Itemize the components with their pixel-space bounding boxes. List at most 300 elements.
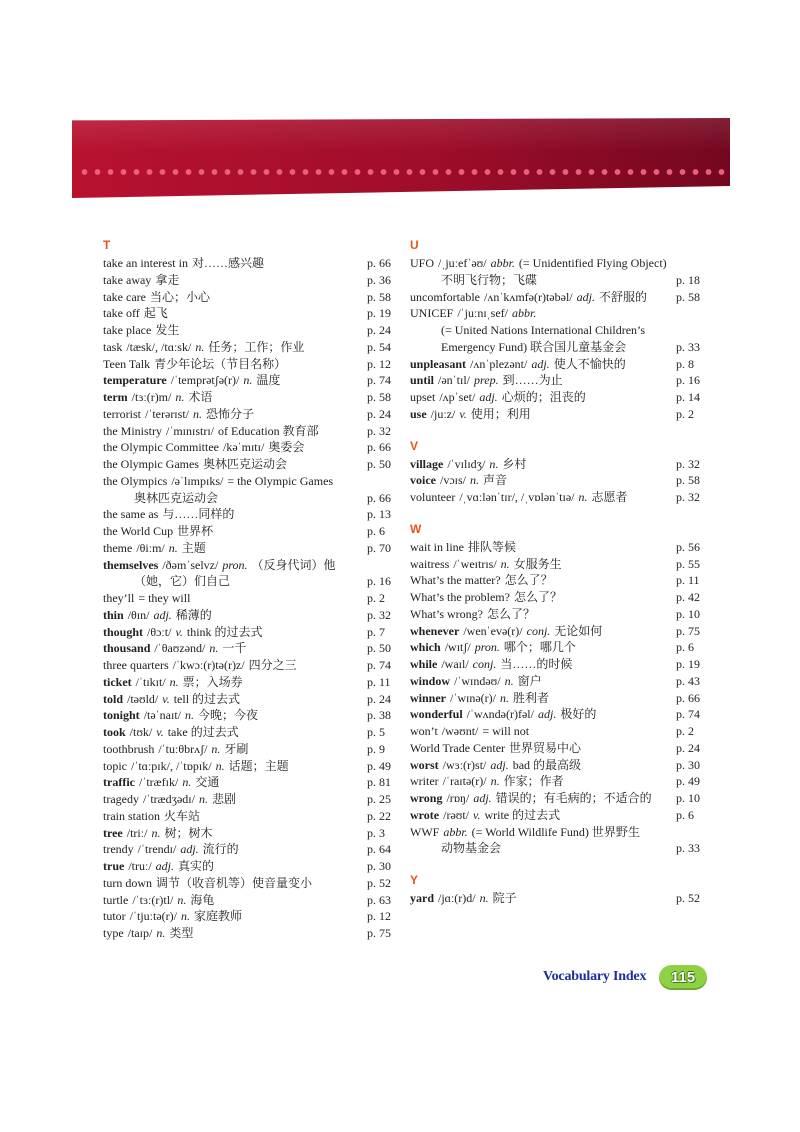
page-reference: p. 33 bbox=[676, 339, 700, 354]
headword: uncomfortable bbox=[410, 289, 480, 304]
phonetic: /ʌnˈkʌmfə(r)təbəl/ bbox=[483, 289, 573, 304]
index-entry bbox=[103, 925, 395, 942]
headword: took bbox=[103, 725, 126, 739]
headword: ticket bbox=[103, 674, 132, 689]
phonetic: /ˈwʌndə(r)fəl/ bbox=[466, 707, 534, 722]
entry-line bbox=[410, 757, 706, 774]
headword: won’t bbox=[410, 724, 438, 738]
index-entry bbox=[103, 624, 395, 641]
entry-line bbox=[103, 322, 395, 339]
page-reference: p. 66 bbox=[367, 440, 391, 455]
entry-line bbox=[103, 523, 395, 540]
part-of-speech: adj. bbox=[490, 757, 509, 772]
phonetic: /ʌnˈplezənt/ bbox=[470, 356, 528, 371]
index-entry bbox=[410, 623, 706, 640]
part-of-speech: n. bbox=[185, 708, 195, 723]
page-reference: p. 14 bbox=[676, 390, 700, 404]
page-reference: p. 24 bbox=[367, 323, 391, 337]
phonetic: /waɪl/ bbox=[441, 657, 469, 671]
definition: 主题 bbox=[181, 540, 206, 555]
index-entry bbox=[103, 557, 395, 591]
definition: 志愿者 bbox=[591, 490, 628, 504]
part-of-speech: v. bbox=[175, 624, 183, 639]
part-of-speech: n. bbox=[479, 891, 489, 905]
left-column bbox=[103, 235, 395, 942]
entry-line bbox=[410, 372, 706, 389]
headword: upset bbox=[410, 390, 436, 404]
definition: 奥林匹克运动会 bbox=[202, 457, 287, 471]
page-reference: p. 58 bbox=[676, 289, 700, 304]
entry-line bbox=[103, 473, 395, 490]
section-letter: W bbox=[410, 521, 422, 536]
phonetic: /θɪn/ bbox=[127, 607, 150, 622]
phonetic: /ˈtræfɪk/ bbox=[138, 775, 179, 790]
headword: true bbox=[103, 859, 125, 873]
headword: term bbox=[103, 390, 128, 404]
entry-line bbox=[410, 389, 706, 406]
index-entry bbox=[410, 740, 706, 757]
headword: the Olympic Games bbox=[103, 457, 199, 471]
page-reference: p. 12 bbox=[367, 356, 391, 371]
index-entry bbox=[410, 456, 706, 473]
index-entry bbox=[410, 824, 706, 858]
phonetic: /vɔɪs/ bbox=[440, 473, 466, 488]
part-of-speech: conj. bbox=[526, 623, 551, 638]
phonetic: /ˈweɪtrɪs/ bbox=[453, 556, 497, 571]
entry-line bbox=[103, 305, 395, 322]
definition: 怎么了？ bbox=[486, 606, 535, 621]
phonetic: /ðəmˈselvz/ bbox=[162, 557, 219, 572]
headword: thought bbox=[103, 624, 144, 639]
index-section-v bbox=[410, 436, 706, 506]
headword: tree bbox=[103, 825, 123, 840]
entry-line bbox=[410, 790, 706, 807]
entry-line bbox=[103, 674, 395, 691]
definition: 胜利者 bbox=[512, 690, 549, 705]
index-entry bbox=[103, 858, 395, 875]
headword: told bbox=[103, 691, 124, 706]
definition-continued: 奥林匹克运动会 bbox=[134, 490, 219, 505]
index-entry bbox=[103, 456, 395, 473]
index-entry bbox=[103, 791, 395, 808]
phonetic: /triː/ bbox=[126, 825, 148, 840]
entry-line bbox=[410, 740, 706, 757]
entry-line bbox=[410, 606, 706, 623]
page-reference: p. 64 bbox=[367, 842, 391, 857]
page-reference: p. 43 bbox=[676, 673, 700, 688]
section-letter: V bbox=[410, 438, 419, 453]
index-entry bbox=[410, 472, 706, 489]
phonetic: /ˈtemprətʃə(r)/ bbox=[170, 373, 240, 388]
phonetic: /ˈtrædʒədɪ/ bbox=[142, 792, 195, 806]
page-reference: p. 13 bbox=[367, 507, 391, 522]
headword: terrorist bbox=[103, 406, 141, 421]
phonetic: /ˈjuːnɪˌsef/ bbox=[457, 306, 508, 321]
headword: What’s wrong? bbox=[410, 606, 483, 621]
definition: 一千 bbox=[222, 641, 247, 656]
entry-line bbox=[410, 639, 706, 656]
banner-dot-row bbox=[78, 168, 726, 176]
definition-continued: 动物基金会 bbox=[441, 841, 502, 856]
index-entry bbox=[410, 757, 706, 774]
page-reference: p. 66 bbox=[367, 256, 391, 270]
index-entry bbox=[103, 506, 395, 523]
entry-line bbox=[410, 406, 706, 423]
headword: trendy bbox=[103, 842, 134, 857]
part-of-speech: v. bbox=[459, 406, 467, 421]
headword: while bbox=[410, 657, 438, 671]
page-reference: p. 74 bbox=[676, 707, 700, 722]
definition: (= World Wildlife Fund) 世界野生 bbox=[471, 824, 640, 839]
part-of-speech: adj. bbox=[155, 859, 175, 873]
part-of-speech: n. bbox=[215, 758, 225, 773]
index-entry bbox=[410, 673, 706, 690]
index-entry bbox=[410, 639, 706, 656]
headword: What’s the matter? bbox=[410, 573, 501, 588]
part-of-speech: n. bbox=[168, 540, 178, 555]
index-entry bbox=[410, 890, 706, 907]
part-of-speech: v. bbox=[156, 725, 164, 739]
entry-line bbox=[103, 825, 395, 842]
headword: take away bbox=[103, 272, 152, 287]
entry-line bbox=[103, 741, 395, 758]
definition: 使人不愉快的 bbox=[553, 356, 626, 371]
headword: the Ministry bbox=[103, 423, 162, 438]
page-reference: p. 9 bbox=[367, 741, 385, 756]
page-reference: p. 24 bbox=[676, 740, 700, 755]
phonetic: /təʊld/ bbox=[127, 691, 159, 706]
part-of-speech: n. bbox=[500, 556, 510, 571]
headword: writer bbox=[410, 774, 439, 789]
page-reference: p. 3 bbox=[367, 825, 385, 840]
headword: thin bbox=[103, 607, 124, 622]
index-entry bbox=[103, 523, 395, 540]
definition-continued: 不明飞行物；飞碟 bbox=[441, 272, 538, 287]
page-reference: p. 50 bbox=[367, 641, 391, 656]
entry-line bbox=[103, 758, 395, 775]
index-entry bbox=[410, 706, 706, 723]
page-reference: p. 32 bbox=[676, 490, 700, 504]
page-reference: p. 10 bbox=[676, 606, 700, 621]
phonetic: /juːz/ bbox=[430, 406, 456, 421]
index-entry bbox=[410, 255, 706, 289]
index-entry bbox=[410, 790, 706, 807]
entry-line bbox=[103, 439, 395, 456]
entry-line bbox=[410, 356, 706, 373]
entry-line bbox=[103, 372, 395, 389]
index-entry bbox=[103, 841, 395, 858]
entry-line bbox=[410, 572, 706, 589]
page-reference: p. 33 bbox=[676, 841, 700, 856]
entry-line bbox=[103, 925, 395, 942]
phonetic: /kəˈmɪtɪ/ bbox=[222, 440, 265, 455]
part-of-speech: n. bbox=[578, 490, 588, 504]
definition: （反身代词）他 bbox=[251, 557, 336, 572]
entry-line bbox=[103, 339, 395, 356]
definition: 任务；工作；作业 bbox=[208, 339, 305, 354]
part-of-speech: n. bbox=[175, 390, 185, 404]
part-of-speech: n. bbox=[209, 641, 219, 656]
entry-line bbox=[103, 389, 395, 406]
entry-line bbox=[103, 640, 395, 657]
headword: they’ll bbox=[103, 591, 135, 605]
definition: 当心；小心 bbox=[149, 289, 210, 304]
headword: the Olympic Committee bbox=[103, 440, 219, 455]
page-reference: p. 74 bbox=[367, 658, 391, 672]
entry-line bbox=[410, 773, 706, 790]
phonetic: /əˈlɪmpɪks/ bbox=[171, 473, 224, 488]
index-entry bbox=[410, 305, 706, 355]
page-reference: p. 19 bbox=[367, 306, 391, 321]
entry-line bbox=[103, 892, 395, 909]
definition: 稀薄的 bbox=[175, 607, 212, 622]
page-reference: p. 52 bbox=[367, 875, 391, 890]
phonetic: /ˈmɪnɪstrɪ/ bbox=[166, 423, 214, 438]
definition: 今晚；今夜 bbox=[198, 708, 259, 723]
headword: UNICEF bbox=[410, 306, 454, 321]
entry-line bbox=[103, 607, 395, 624]
definition: 窗户 bbox=[517, 673, 542, 688]
part-of-speech: adj. bbox=[537, 707, 557, 722]
entry-line bbox=[410, 723, 706, 740]
part-of-speech: adj. bbox=[531, 356, 550, 371]
entry-line bbox=[103, 908, 395, 925]
headword: type bbox=[103, 926, 124, 940]
phonetic: /tæsk/, /tɑːsk/ bbox=[126, 339, 192, 354]
phonetic: /taɪp/ bbox=[127, 926, 153, 940]
page-reference: p. 58 bbox=[367, 390, 391, 404]
section-letter: U bbox=[410, 238, 419, 252]
definition: 当……的时候 bbox=[500, 657, 573, 671]
headword: thousand bbox=[103, 641, 151, 656]
phonetic: /ˈwɪnə(r)/ bbox=[450, 690, 496, 705]
index-entry bbox=[103, 691, 395, 708]
page-reference: p. 54 bbox=[367, 339, 391, 354]
page-reference: p. 52 bbox=[676, 891, 700, 905]
entry-line bbox=[103, 841, 395, 858]
definition: 流行的 bbox=[202, 842, 239, 857]
index-entry bbox=[410, 589, 706, 606]
definition: 排队等候 bbox=[468, 539, 517, 554]
definition: 家庭教师 bbox=[194, 909, 243, 924]
definition: 无论如何 bbox=[554, 623, 603, 638]
index-entry bbox=[103, 540, 395, 557]
part-of-speech: abbr. bbox=[443, 824, 468, 839]
entry-line bbox=[103, 590, 395, 607]
page-reference: p. 58 bbox=[676, 473, 700, 488]
definition: 发生 bbox=[155, 323, 180, 337]
page-reference: p. 55 bbox=[676, 556, 700, 571]
page-number: 115 bbox=[670, 969, 696, 986]
entry-continuation-line bbox=[103, 573, 395, 590]
phonetic: /təˈnaɪt/ bbox=[143, 708, 182, 723]
headword: wonderful bbox=[410, 707, 463, 722]
index-entry bbox=[103, 272, 395, 289]
definition: 极好的 bbox=[560, 707, 597, 722]
page-reference: p. 19 bbox=[676, 657, 700, 671]
page-reference: p. 38 bbox=[367, 708, 391, 723]
phonetic: /wəʊnt/ bbox=[441, 724, 479, 738]
phonetic: /ənˈtɪl/ bbox=[438, 373, 471, 388]
phonetic: /ˈtɑːpɪk/, /ˈtɒpɪk/ bbox=[131, 758, 212, 773]
definition: tell 的过去式 bbox=[173, 691, 241, 706]
index-entry bbox=[410, 289, 706, 306]
entry-line bbox=[103, 707, 395, 724]
index-entry bbox=[103, 741, 395, 758]
headword: worst bbox=[410, 757, 439, 772]
phonetic: /ˈθaʊzənd/ bbox=[154, 641, 206, 656]
headword: use bbox=[410, 406, 427, 421]
headword: task bbox=[103, 339, 123, 354]
entry-continuation-line bbox=[410, 272, 706, 289]
index-entry bbox=[103, 908, 395, 925]
phonetic: /ˈterərɪst/ bbox=[145, 406, 189, 421]
definition: 哪个；哪几个 bbox=[503, 640, 576, 655]
banner-sheen bbox=[72, 118, 730, 152]
headword: whenever bbox=[410, 623, 460, 638]
definition: 奥委会 bbox=[268, 440, 305, 455]
page-reference: p. 6 bbox=[676, 640, 694, 655]
definition: 恐怖分子 bbox=[205, 406, 254, 421]
page-reference: p. 42 bbox=[676, 590, 700, 604]
headword: unpleasant bbox=[410, 356, 467, 371]
entry-line bbox=[410, 472, 706, 489]
headword: village bbox=[410, 456, 444, 471]
right-column bbox=[410, 235, 706, 907]
index-entry bbox=[410, 807, 706, 824]
index-entry bbox=[410, 556, 706, 573]
index-entry bbox=[103, 406, 395, 423]
index-entry bbox=[103, 825, 395, 842]
index-entry bbox=[103, 339, 395, 356]
page-reference: p. 66 bbox=[367, 490, 391, 505]
entry-line bbox=[410, 556, 706, 573]
phonetic: /ˈtrendɪ/ bbox=[137, 842, 177, 857]
definition-continued: Emergency Fund) 联合国儿童基金会 bbox=[441, 339, 627, 354]
entry-line bbox=[103, 289, 395, 306]
index-entry bbox=[410, 606, 706, 623]
index-section-w bbox=[410, 519, 706, 857]
page-reference: p. 58 bbox=[367, 289, 391, 304]
page-reference: p. 32 bbox=[367, 607, 391, 622]
part-of-speech: n. bbox=[504, 673, 514, 688]
definition: 海龟 bbox=[190, 892, 215, 907]
index-entry bbox=[410, 656, 706, 673]
phonetic: /ʌpˈset/ bbox=[439, 390, 476, 404]
part-of-speech: conj. bbox=[472, 657, 497, 671]
entry-line bbox=[410, 824, 706, 841]
headword: take care bbox=[103, 289, 146, 304]
definition: 院子 bbox=[492, 891, 517, 905]
headword: tutor bbox=[103, 909, 126, 924]
part-of-speech: adj. bbox=[180, 842, 199, 857]
headword: wrong bbox=[410, 791, 443, 805]
entry-line bbox=[103, 356, 395, 373]
phonetic: /jɑː(r)d/ bbox=[438, 891, 476, 905]
page-reference: p. 56 bbox=[676, 539, 700, 554]
headword: take an interest in bbox=[103, 256, 188, 270]
entry-line bbox=[410, 289, 706, 306]
part-of-speech: adj. bbox=[479, 390, 498, 404]
entry-line bbox=[103, 875, 395, 892]
page-reference: p. 30 bbox=[367, 859, 391, 873]
definition: 牙刷 bbox=[224, 741, 249, 756]
definition-continued: （她，它）们自己 bbox=[134, 574, 231, 589]
part-of-speech: adj. bbox=[153, 607, 172, 622]
definition: 不舒服的 bbox=[598, 289, 647, 304]
entry-line bbox=[410, 489, 706, 506]
headword: yard bbox=[410, 891, 434, 905]
part-of-speech: abbr. bbox=[512, 306, 537, 321]
headword: voice bbox=[410, 473, 436, 488]
definition: 温度 bbox=[256, 373, 281, 388]
phonetic: /wɪtʃ/ bbox=[444, 640, 471, 655]
page-reference: p. 75 bbox=[676, 623, 700, 638]
definition: take 的过去式 bbox=[167, 725, 239, 739]
headword: volunteer bbox=[410, 490, 456, 504]
index-entry bbox=[410, 690, 706, 707]
entry-line bbox=[103, 406, 395, 423]
entry-line bbox=[410, 539, 706, 556]
definition: 术语 bbox=[188, 390, 213, 404]
entry-continuation-line bbox=[410, 322, 706, 339]
phonetic: /wenˈevə(r)/ bbox=[463, 623, 523, 638]
entry-line bbox=[410, 890, 706, 907]
definition: (= Unidentified Flying Object) bbox=[518, 256, 667, 270]
part-of-speech: abbr. bbox=[490, 256, 515, 270]
part-of-speech: n. bbox=[192, 406, 202, 421]
headword: until bbox=[410, 373, 435, 388]
definition: 到……为止 bbox=[502, 373, 563, 388]
page-reference: p. 18 bbox=[676, 272, 700, 287]
page-reference: p. 81 bbox=[367, 775, 391, 790]
definition: 对……感兴趣 bbox=[191, 256, 264, 270]
definition: 世界杯 bbox=[177, 524, 214, 538]
index-entry bbox=[410, 389, 706, 406]
page-reference: p. 25 bbox=[367, 792, 391, 806]
page-reference: p. 63 bbox=[367, 892, 391, 907]
entry-line bbox=[410, 807, 706, 824]
definition: write 的过去式 bbox=[484, 807, 561, 822]
entry-line bbox=[410, 690, 706, 707]
headword: themselves bbox=[103, 557, 159, 572]
phonetic: /rəʊt/ bbox=[443, 807, 470, 822]
phonetic: /tɜː(r)m/ bbox=[131, 390, 172, 404]
page-reference: p. 2 bbox=[367, 591, 385, 605]
part-of-speech: n. bbox=[182, 775, 192, 790]
headword: waitress bbox=[410, 556, 450, 571]
phonetic: /ˈtɪkɪt/ bbox=[135, 674, 166, 689]
index-entry bbox=[103, 473, 395, 507]
section-letter: Y bbox=[410, 873, 419, 887]
definition: = will not bbox=[482, 724, 530, 738]
entry-line bbox=[410, 456, 706, 473]
definition: 悲剧 bbox=[211, 792, 236, 806]
page-reference: p. 32 bbox=[676, 456, 700, 471]
entry-line bbox=[103, 540, 395, 557]
page-reference: p. 16 bbox=[676, 373, 700, 388]
part-of-speech: n. bbox=[151, 825, 161, 840]
page-reference: p. 10 bbox=[676, 791, 700, 805]
entry-line bbox=[103, 557, 395, 574]
page-reference: p. 70 bbox=[367, 540, 391, 555]
headword: take place bbox=[103, 323, 152, 337]
headword: Teen Talk bbox=[103, 356, 151, 371]
phonetic: /ˈtjuːtə(r)/ bbox=[129, 909, 177, 924]
part-of-speech: v. bbox=[162, 691, 170, 706]
definition: 起飞 bbox=[143, 306, 168, 321]
definition: 交通 bbox=[195, 775, 220, 790]
